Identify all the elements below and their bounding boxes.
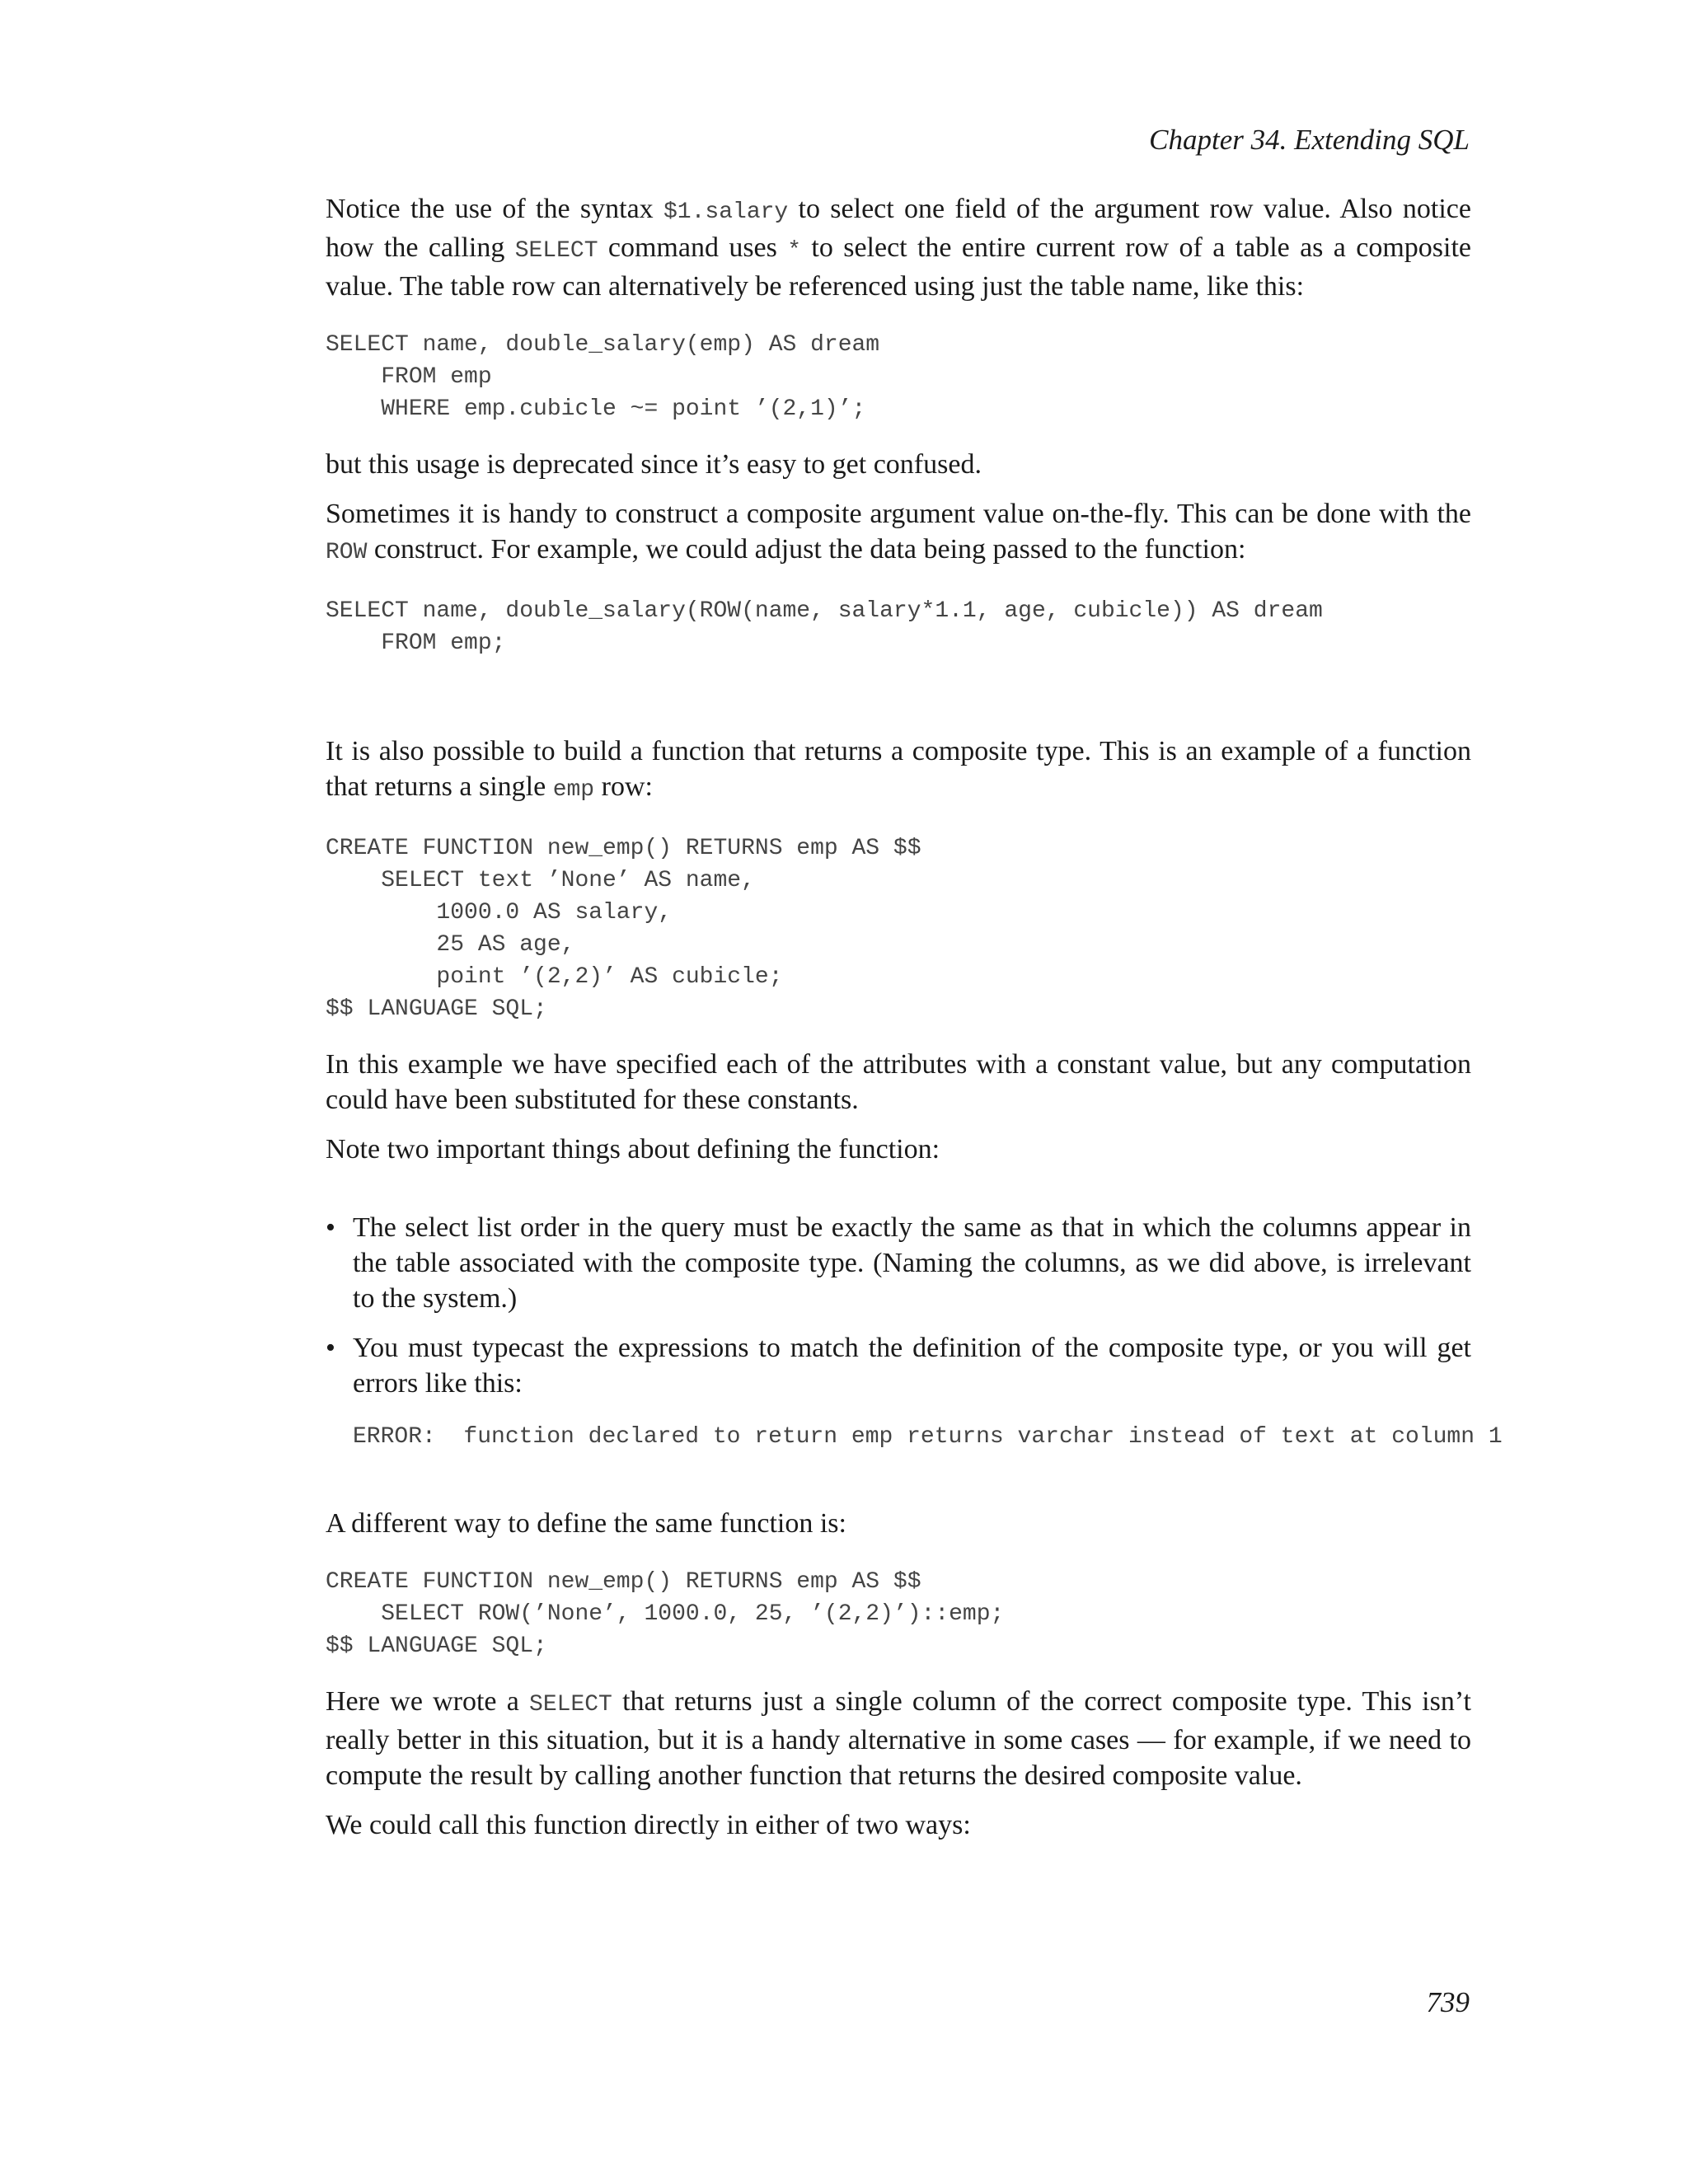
paragraph-two-important-things: Note two important things about defining the function: (326, 1134, 940, 1165)
code-block-create-function-new-emp: CREATE FUNCTION new_emp() RETURNS emp AS $$ SELECT text ’None’ AS name, 1000.0 AS salary, 25 AS age, point ’(2,2)’ AS cubicle; $$ LANGUAGE SQL; (326, 836, 921, 1022)
list-item (326, 1330, 1503, 1453)
page-number: 739 (1426, 1986, 1470, 2018)
text-run: Here we wrote a (326, 1686, 530, 1717)
text-run: row: (594, 771, 653, 802)
paragraph-select-single-column (326, 1684, 1471, 1793)
paragraph-call-two-ways: We could call this function directly in either of two ways: (326, 1810, 971, 1840)
bullet: • (326, 1212, 335, 1243)
text-run: It is also possible to build a function that returns a composite type. This is an example of a function that returns a single (326, 736, 1471, 802)
bullet: • (326, 1333, 335, 1363)
inline-code: emp (552, 777, 595, 803)
important-points-list (326, 1210, 1503, 1453)
code-block-create-function-row: CREATE FUNCTION new_emp() RETURNS emp AS $$ SELECT ROW(’None’, 1000.0, 25, ’(2,2)’)::emp; $$ LANGUAGE SQL; (326, 1569, 1005, 1659)
list-item (326, 1210, 1471, 1316)
paragraph-constant-values: In this example we have specified each of the attributes with a constant value, but any computation could have been substituted for these constants. (326, 1049, 1471, 1115)
page-body (326, 191, 1503, 1843)
inline-code: SELECT (529, 1692, 612, 1718)
text-run: that returns just a single column of the correct composite type. This isn’t really better in this situation, but it is a handy alternative in some cases — for example, if we need to compute the result by calling another function that returns the desired composite value. (326, 1686, 1471, 1791)
code-block-select-row: SELECT name, double_salary(ROW(name, salary*1.1, age, cubicle)) AS dream FROM emp; (326, 598, 1323, 656)
inline-code: ROW (326, 540, 368, 565)
text-run: Notice the use of the syntax (326, 194, 663, 224)
paragraph-composite-field-access (326, 191, 1471, 304)
running-header: Chapter 34. Extending SQL (1149, 124, 1470, 156)
text-run: to select the entire current row of a table as a composite value. The table row can alternatively be referenced using just the table name, like this: (326, 232, 1471, 302)
text-run: construct. For example, we could adjust the data being passed to the function: (367, 534, 1246, 565)
inline-code: $1.salary (663, 199, 789, 225)
text-run: to select one field of the argument row value. Also notice how the calling (326, 194, 1471, 263)
text-run: Sometimes it is handy to construct a composite argument value on-the-fly. This can be done with the (326, 499, 1471, 529)
list-item-text: You must typecast the expressions to match the definition of the composite type, or you will get errors like this: (353, 1333, 1471, 1399)
code-block-select-table-name: SELECT name, double_salary(emp) AS dream FROM emp WHERE emp.cubicle ~= point ’(2,1)’; (326, 332, 880, 422)
paragraph-row-construct (326, 496, 1471, 570)
inline-code: SELECT (514, 238, 598, 264)
paragraph-different-way: A different way to define the same function is: (326, 1508, 846, 1539)
code-block-error-message: ERROR: function declared to return emp returns varchar instead of text at column 1 (353, 1424, 1503, 1450)
text-run: command uses (598, 232, 788, 263)
inline-code: * (787, 238, 802, 264)
list-item-text: The select list order in the query must be exactly the same as that in which the columns appear in the table associated with the composite type. (Naming the columns, as we did above, is irrelevant to the system.) (353, 1212, 1471, 1314)
paragraph-returns-composite (326, 733, 1471, 808)
paragraph-deprecated-usage: but this usage is deprecated since it’s easy to get confused. (326, 449, 982, 480)
